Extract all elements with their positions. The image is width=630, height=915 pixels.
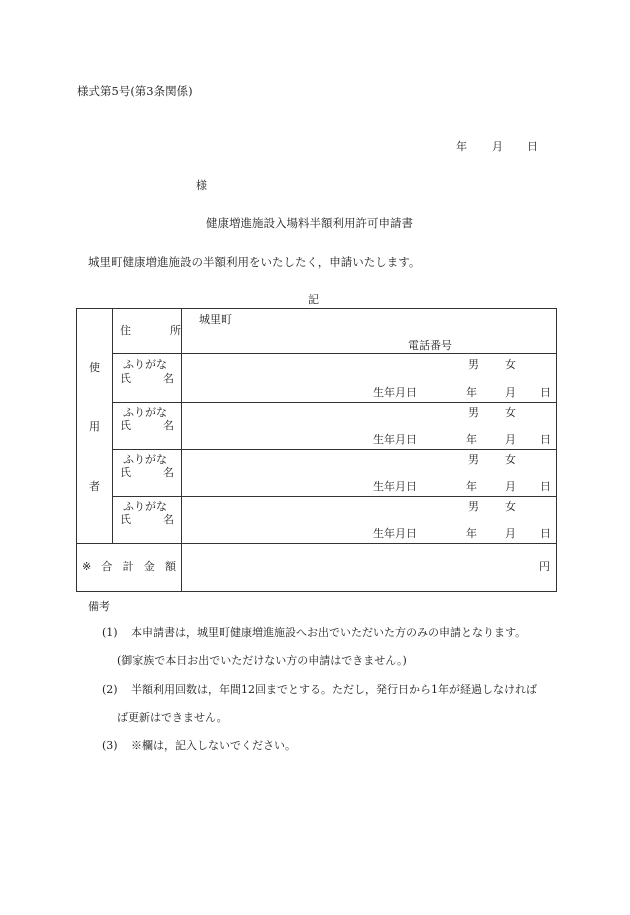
date-day-label: 日 <box>527 140 538 153</box>
gender-female: 女 <box>505 358 516 371</box>
gender-male: 男 <box>468 406 479 419</box>
note-number: (3) <box>102 739 118 752</box>
address-label-right: 所 <box>170 324 181 337</box>
birth-year-label: 年 <box>466 433 477 446</box>
birth-year-label: 年 <box>466 480 477 493</box>
ki-label: 記 <box>308 293 319 306</box>
gender-female: 女 <box>505 406 516 419</box>
birth-label: 生年月日 <box>373 386 417 399</box>
name-label: 氏 名 <box>120 513 174 526</box>
users-label-char: 者 <box>89 480 100 493</box>
birth-label: 生年月日 <box>373 480 417 493</box>
furigana-label: ふりがな <box>123 453 167 466</box>
birth-year-label: 年 <box>466 527 477 540</box>
note-continuation: ば更新はできません。 <box>117 711 228 724</box>
users-label-char: 使 <box>89 361 100 374</box>
birth-day-label: 日 <box>540 433 551 446</box>
gender-female: 女 <box>505 500 516 513</box>
notes-title: 備考 <box>88 600 110 613</box>
furigana-label: ふりがな <box>123 406 167 419</box>
gender-female: 女 <box>505 453 516 466</box>
note-text: 本申請書は，城里町健康増進施設へお出でいただいた方のみの申請となります。 <box>131 626 527 639</box>
note-text: ※欄は，記入しないでください。 <box>131 739 296 752</box>
date-year-label: 年 <box>456 140 467 153</box>
address-label-left: 住 <box>120 324 131 337</box>
birth-month-label: 月 <box>505 527 516 540</box>
document-title: 健康増進施設入場料半額利用許可申請書 <box>206 216 413 230</box>
furigana-label: ふりがな <box>123 500 167 513</box>
addressee-sama: 様 <box>196 179 207 192</box>
gender-male: 男 <box>468 453 479 466</box>
birth-label: 生年月日 <box>373 527 417 540</box>
name-label: 氏 名 <box>120 419 174 432</box>
address-label <box>120 325 181 336</box>
gender-male: 男 <box>468 358 479 371</box>
yen-label: 円 <box>539 560 550 573</box>
name-label: 氏 名 <box>120 372 174 385</box>
birth-month-label: 月 <box>505 480 516 493</box>
furigana-label: ふりがな <box>123 358 167 371</box>
birth-month-label: 月 <box>505 386 516 399</box>
note-continuation: (御家族で本日お出でいただけない方の申請はできません。) <box>117 654 407 667</box>
users-label-char: 用 <box>89 420 100 433</box>
birth-year-label: 年 <box>466 386 477 399</box>
form-number: 様式第5号(第3条関係) <box>77 84 193 98</box>
birth-label: 生年月日 <box>373 433 417 446</box>
date-month-label: 月 <box>492 140 503 153</box>
birth-day-label: 日 <box>540 527 551 540</box>
note-number: (2) <box>102 683 118 696</box>
total-amount-label: ※ 合 計 金 額 <box>82 560 176 573</box>
address-prefill: 城里町 <box>199 313 232 326</box>
birth-day-label: 日 <box>540 386 551 399</box>
intro-text: 城里町健康増進施設の半額利用をいたしたく，申請いたします。 <box>88 255 421 269</box>
name-label: 氏 名 <box>120 466 174 479</box>
gender-male: 男 <box>468 500 479 513</box>
note-text: 半額利用回数は，年間12回までとする。ただし，発行日から1年が経過しなければ <box>131 683 537 696</box>
note-number: (1) <box>102 626 118 639</box>
birth-month-label: 月 <box>505 433 516 446</box>
phone-label: 電話番号 <box>408 339 452 352</box>
birth-day-label: 日 <box>540 480 551 493</box>
